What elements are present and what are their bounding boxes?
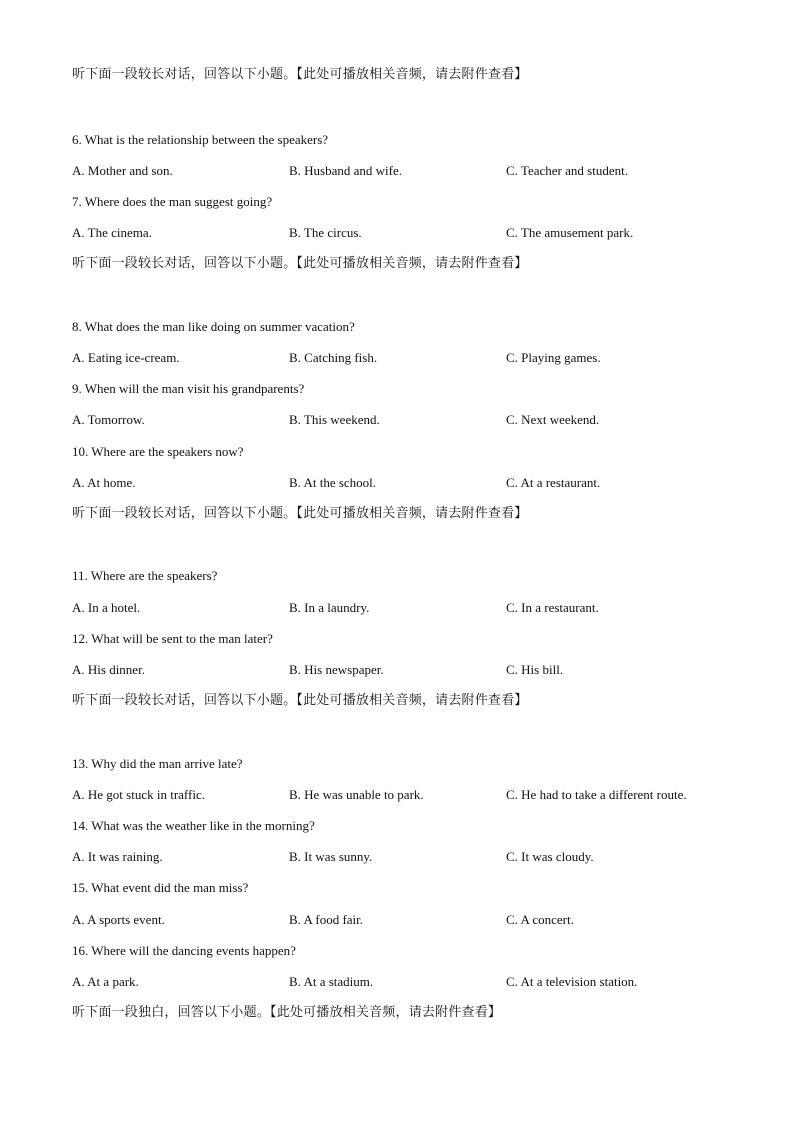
option-12a: A. His dinner. <box>72 662 145 677</box>
option-6b: B. Husband and wife. <box>289 163 403 178</box>
option-11a: A. In a hotel. <box>72 600 141 615</box>
option-15a: A. A sports event. <box>72 912 165 927</box>
option-8a: A. Eating ice-cream. <box>72 350 180 365</box>
option-7c: C. The amusement park. <box>506 225 634 240</box>
option-11c: C. In a restaurant. <box>506 600 599 615</box>
option-16a: A. At a park. <box>72 974 139 989</box>
question-16: 16. Where will the dancing events happen? <box>72 943 296 958</box>
instruction-dialogue: 听下面一段较长对话，回答以下小题。【此处可播放相关音频，请去附件查看】 <box>72 67 528 82</box>
option-15c: C. A concert. <box>506 912 574 927</box>
question-7: 7. Where does the man suggest going? <box>72 194 273 209</box>
option-6c: C. Teacher and student. <box>506 163 628 178</box>
option-14c: C. It was cloudy. <box>506 849 594 864</box>
option-8b: B. Catching fish. <box>289 350 378 365</box>
option-9b: B. This weekend. <box>289 412 380 427</box>
option-16c: C. At a television station. <box>506 974 638 989</box>
instruction-monologue: 听下面一段独白，回答以下小题。【此处可播放相关音频，请去附件查看】 <box>72 1005 502 1020</box>
question-6: 6. What is the relationship between the speakers? <box>72 132 329 147</box>
option-14b: B. It was sunny. <box>289 849 373 864</box>
option-13c: C. He had to take a different route. <box>506 787 687 802</box>
option-6a: A. Mother and son. <box>72 163 173 178</box>
instruction-dialogue: 听下面一段较长对话，回答以下小题。【此处可播放相关音频，请去附件查看】 <box>72 693 528 708</box>
question-9: 9. When will the man visit his grandparents? <box>72 381 305 396</box>
question-14: 14. What was the weather like in the morning? <box>72 818 315 833</box>
question-11: 11. Where are the speakers? <box>72 568 218 583</box>
option-7a: A. The cinema. <box>72 225 152 240</box>
option-10a: A. At home. <box>72 475 136 490</box>
question-12: 12. What will be sent to the man later? <box>72 631 273 646</box>
option-9a: A. Tomorrow. <box>72 412 145 427</box>
option-9c: C. Next weekend. <box>506 412 600 427</box>
question-8: 8. What does the man like doing on summer vacation? <box>72 319 355 334</box>
option-11b: B. In a laundry. <box>289 600 370 615</box>
option-10c: C. At a restaurant. <box>506 475 601 490</box>
option-7b: B. The circus. <box>289 225 362 240</box>
option-12c: C. His bill. <box>506 662 564 677</box>
option-16b: B. At a stadium. <box>289 974 374 989</box>
option-13a: A. He got stuck in traffic. <box>72 787 205 802</box>
option-13b: B. He was unable to park. <box>289 787 424 802</box>
option-8c: C. Playing games. <box>506 350 601 365</box>
instruction-dialogue: 听下面一段较长对话，回答以下小题。【此处可播放相关音频，请去附件查看】 <box>72 506 528 521</box>
option-10b: B. At the school. <box>289 475 377 490</box>
question-15: 15. What event did the man miss? <box>72 880 249 895</box>
question-13: 13. Why did the man arrive late? <box>72 756 243 771</box>
question-10: 10. Where are the speakers now? <box>72 444 244 459</box>
instruction-dialogue: 听下面一段较长对话，回答以下小题。【此处可播放相关音频，请去附件查看】 <box>72 256 528 271</box>
option-15b: B. A food fair. <box>289 912 364 927</box>
option-14a: A. It was raining. <box>72 849 163 864</box>
option-12b: B. His newspaper. <box>289 662 384 677</box>
